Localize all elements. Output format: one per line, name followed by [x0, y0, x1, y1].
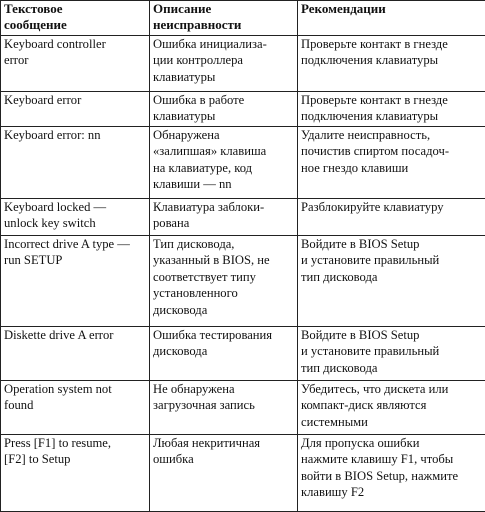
table-row	[1, 236, 485, 327]
table-row	[1, 327, 485, 381]
cell-recommendation: Проверьте контакт в гнезде подключения клавиатуры	[298, 36, 485, 92]
cell-message: Diskette drive A error	[1, 327, 150, 381]
cell-description: Любая некритичная ошибка	[150, 435, 298, 512]
cell-recommendation: Проверьте контакт в гнезде подключения клавиатуры	[298, 92, 485, 127]
table-row	[1, 435, 485, 512]
cell-message: Incorrect drive A type — run SETUP	[1, 236, 150, 327]
cell-recommendation: Для пропуска ошибки нажмите клавишу F1, чтобы войти в BIOS Setup, нажмите клавишу F2	[298, 435, 485, 512]
cell-recommendation: Войдите в BIOS Setup и установите правильный тип дисковода	[298, 236, 485, 327]
cell-message: Keyboard locked — unlock key switch	[1, 199, 150, 236]
cell-message: Keyboard error	[1, 92, 150, 127]
table-row	[1, 36, 485, 92]
header-description: Описание неисправности	[150, 1, 298, 36]
header-message: Текстовое сообщение	[1, 1, 150, 36]
cell-message: Keyboard controller error	[1, 36, 150, 92]
cell-description: Ошибка инициализа- ции контроллера клавиатуры	[150, 36, 298, 92]
header-recommendations: Рекомендации	[298, 1, 485, 36]
cell-message: Operation system not found	[1, 381, 150, 435]
cell-recommendation: Разблокируйте клавиатуру	[298, 199, 485, 236]
cell-description: Не обнаружена загрузочная запись	[150, 381, 298, 435]
cell-description: Ошибка тестирования дисковода	[150, 327, 298, 381]
cell-recommendation: Убедитесь, что дискета или компакт-диск являются системными	[298, 381, 485, 435]
cell-message: Keyboard error: nn	[1, 127, 150, 199]
cell-description: Тип дисковода, указанный в BIOS, не соответствует типу установленного дисковода	[150, 236, 298, 327]
table-row	[1, 381, 485, 435]
cell-message: Press [F1] to resume, [F2] to Setup	[1, 435, 150, 512]
cell-description: Обнаружена «залипшая» клавиша на клавиатуре, код клавиши — nn	[150, 127, 298, 199]
cell-description: Клавиатура заблоки- рована	[150, 199, 298, 236]
table-row	[1, 199, 485, 236]
table-row	[1, 127, 485, 199]
cell-description: Ошибка в работе клавиатуры	[150, 92, 298, 127]
table-row	[1, 92, 485, 127]
cell-recommendation: Войдите в BIOS Setup и установите правильный тип дисковода	[298, 327, 485, 381]
cell-recommendation: Удалите неисправность, почистив спиртом посадоч- ное гнездо клавиши	[298, 127, 485, 199]
table-header-row	[1, 1, 485, 36]
